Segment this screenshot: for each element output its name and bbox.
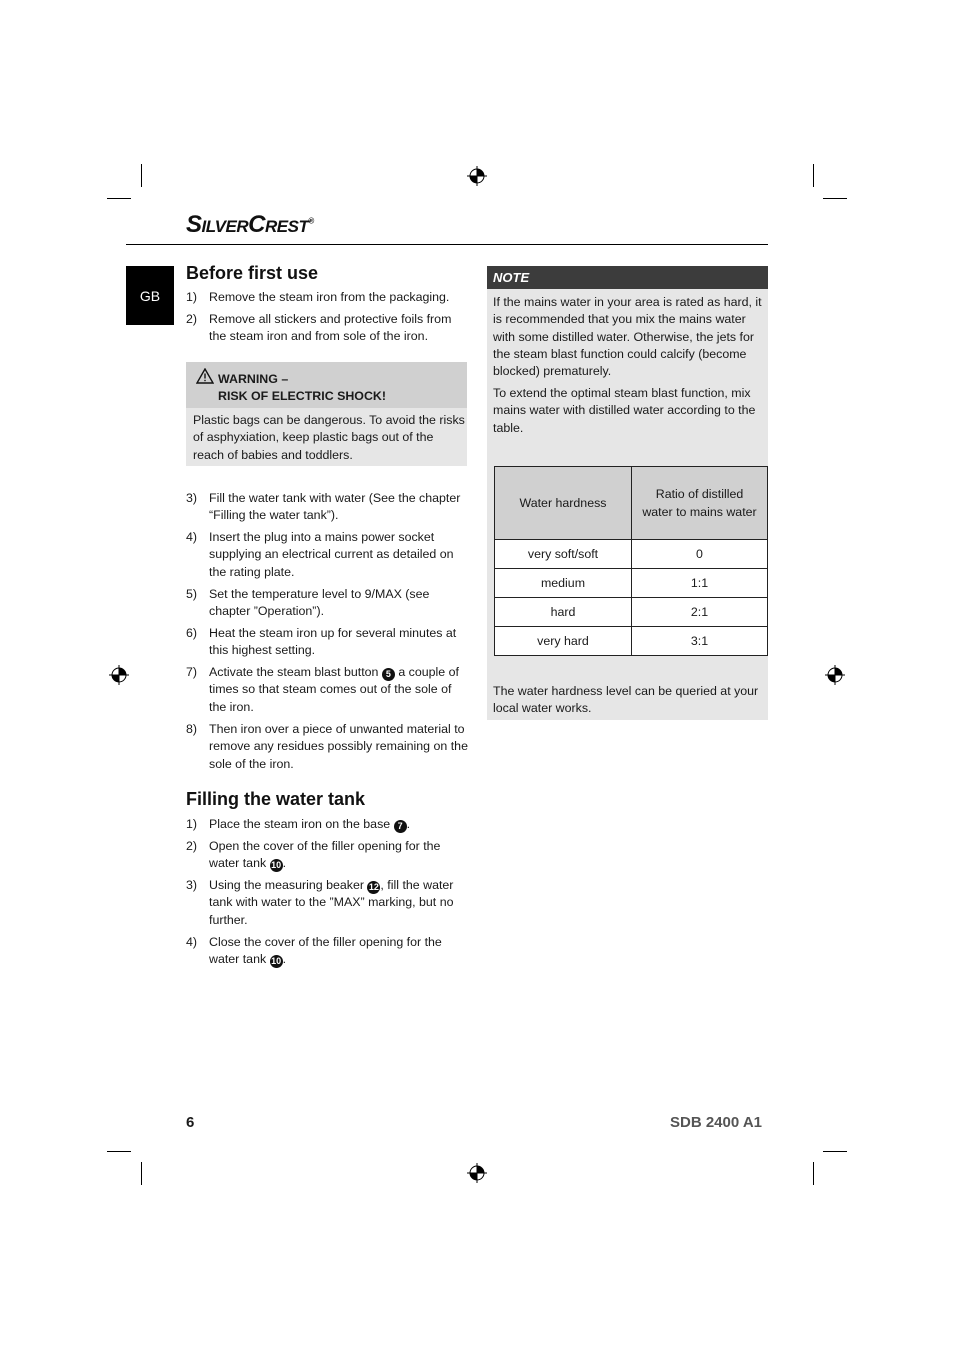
list-item: 1) Remove the steam iron from the packaging. [186,290,450,304]
note-heading: NOTE [487,266,768,289]
part-number-badge: 10 [271,956,282,967]
table-row [495,627,768,656]
table-cell: 3:1 [632,627,768,656]
language-tab: GB [126,266,174,325]
note-paragraph: The water hardness level can be queried at your local water works. [493,684,759,716]
list-item: 6) Heat the steam iron up for several minutes at this highest setting. [186,626,457,658]
table-cell: 0 [632,540,768,569]
note-paragraph: To extend the optimal steam blast function, mix mains water with distilled water according to the table. [493,386,756,435]
list-item: 8) Then iron over a piece of unwanted material to remove any residues possibly remaining on the sole of the iron. [186,722,468,771]
note-paragraph: If the mains water in your area is rated as hard, it is recommended that you mix the mains water with some distilled water. Otherwise, the jets for the steam blast function could calcify (become blocked) prematurely. [493,295,762,379]
list-item: 4) Insert the plug into a mains power socket supplying an electrical current as detailed on the rating plate. [186,530,454,579]
table-header-cell: Water hardness [495,467,632,540]
header-rule [126,244,768,245]
warning-box [186,362,467,466]
page-number: 6 [186,1114,195,1131]
part-number-badge: 7 [394,820,407,833]
section-title: Filling the water tank [186,789,366,809]
crop-mark [141,1162,142,1185]
list-item: 2) Remove all stickers and protective foils from the steam iron and from sole of the iron. [186,312,452,344]
water-hardness-table [494,466,768,656]
table-cell: medium [495,569,632,598]
table-cell: very soft/soft [495,540,632,569]
crop-mark [813,1162,814,1185]
list-item: 4) Close the cover of the filler opening for the water tank 10 . [186,935,442,967]
registration-mark-icon [825,665,845,685]
warning-header [186,362,467,408]
table-row [495,569,768,598]
table-row [495,540,768,569]
list-item: 7) Activate the steam blast button 5 a couple of times so that steam comes out of the sole of the iron. [186,665,459,714]
registration-mark-icon [467,166,487,186]
part-number-badge: 5 [382,668,395,681]
warning-triangle-icon [196,368,214,384]
table-header-row [495,467,768,540]
table-header-cell: Ratio of distilled water to mains water [632,467,768,540]
model-number: SDB 2400 A1 [670,1114,762,1131]
brand-logo: SILVERCREST® [186,211,314,238]
list-item: 1) Place the steam iron on the base 7 . [186,817,411,831]
table-cell: 2:1 [632,598,768,627]
warning-text: Plastic bags can be dangerous. To avoid the risks of asphyxiation, keep plastic bags out of the reach of babies and toddlers. [193,413,465,462]
list-item: 5) Set the temperature level to 9/MAX (see chapter ”Operation”). [186,587,430,619]
crop-mark [107,1151,131,1152]
section-title: Before first use [186,263,319,283]
registration-mark-icon [467,1163,487,1183]
crop-mark [107,198,131,199]
crop-mark [823,198,847,199]
part-number-badge: 10 [271,860,282,871]
registration-mark-icon [109,665,129,685]
table-cell: very hard [495,627,632,656]
part-number-badge: 12 [368,882,379,892]
crop-mark [141,164,142,187]
crop-mark [813,164,814,187]
table-row [495,598,768,627]
list-item: 3) Using the measuring beaker 12 , fill the water tank with water to the ”MAX” marking, but no further. [186,878,454,927]
warning-title: WARNING – [218,372,289,386]
list-item: 3) Fill the water tank with water (See the chapter “Filling the water tank”). [186,491,461,523]
table-cell: hard [495,598,632,627]
warning-subtitle: RISK OF ELECTRIC SHOCK! [218,389,386,403]
table-cell: 1:1 [632,569,768,598]
list-item: 2) Open the cover of the filler opening for the water tank 10 . [186,839,441,871]
crop-mark [823,1151,847,1152]
